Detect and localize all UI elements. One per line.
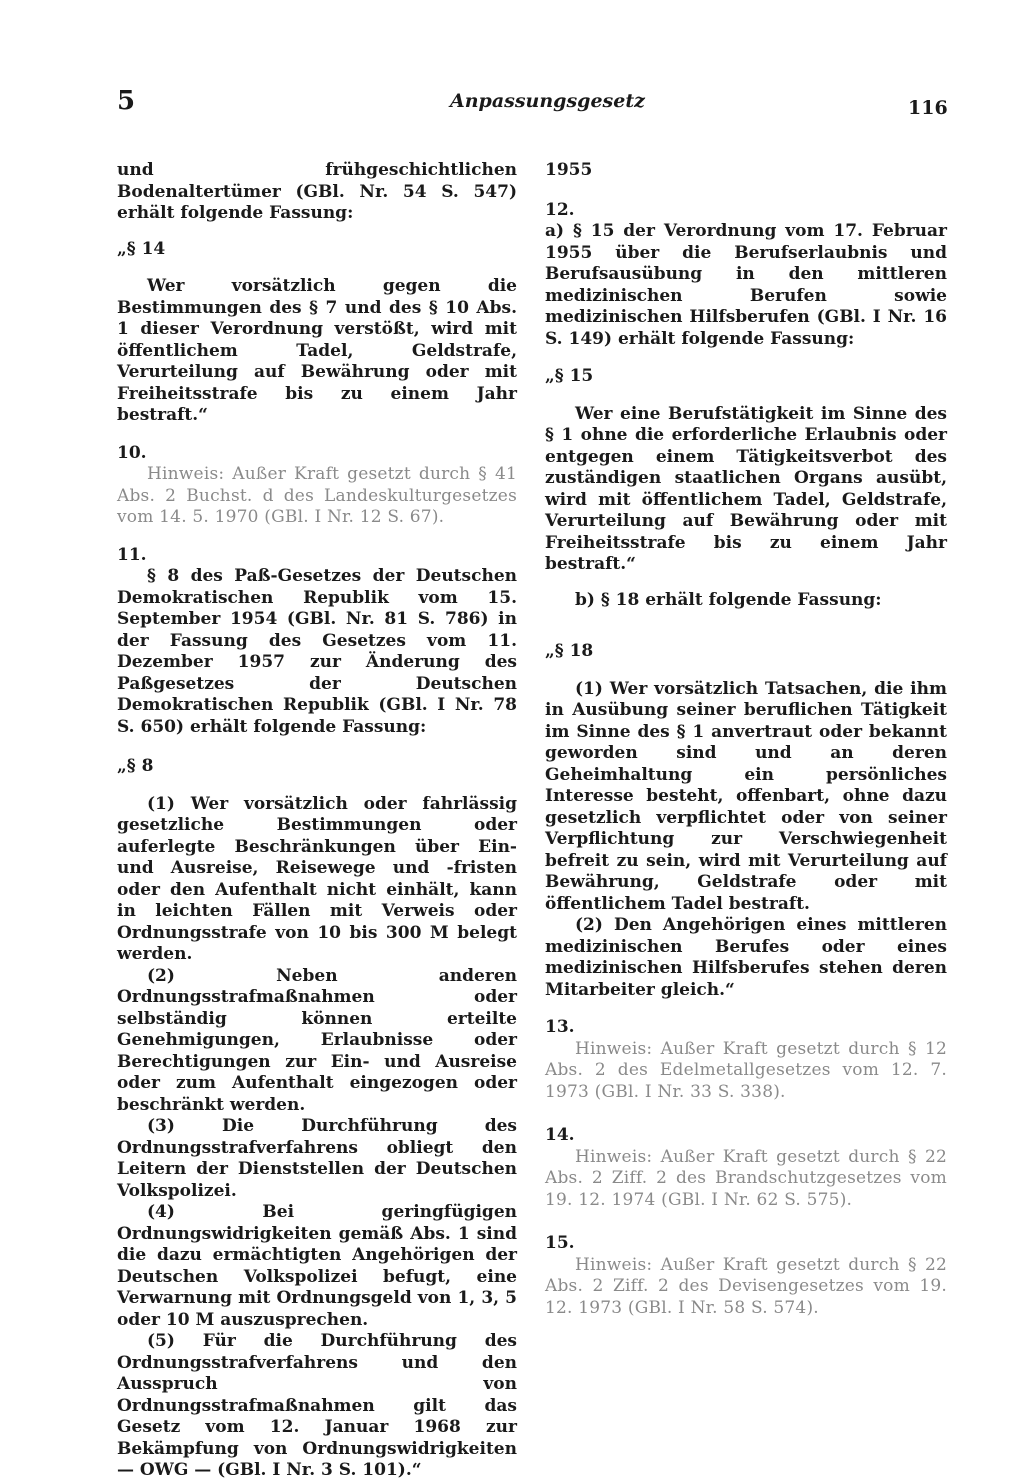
section-8-para-1: (1) Wer vorsätzlich oder fahrlässig gesetzliche Bestimmungen oder auferlegte Beschränkungen über Ein- und Ausreise, Reisewege und -fristen oder den Aufenthalt nicht einhält, kann in leichten Fällen mit Verweis oder Ordnungsstrafe von 10 bis 300 M belegt werden. (117, 793, 517, 964)
section-18-para-1: (1) Wer vorsätzlich Tatsachen, die ihm in Ausübung seiner beruflichen Tätigkeit im Sinne des § 1 anvertraut oder bekannt geworden sind und an deren Geheimhaltung ein persönliches Interesse besteht, offenbart, ohne dazu gesetzlich verpflichtet oder von seiner Verpflichtung zur Verschwiegenheit befreit zu sein, wird mit Verurteilung auf Bewährung, Geldstrafe oder mit öffentlichem Tadel bestraft. (545, 678, 947, 914)
item-13-number: 13. (545, 1017, 575, 1037)
item-10-number: 10. (117, 442, 147, 463)
section-14-text: Wer vorsätzlich gegen die Bestimmungen des § 7 und des § 10 Abs. 1 dieser Verordnung verstößt, wird mit öffentlichem Tadel, Geldstrafe, Verurteilung auf Bewährung oder mit Freiheitsstrafe bis zu einem Jahr bestraft.“ (117, 276, 517, 425)
item-11-text: § 8 des Paß-Gesetzes der Deutschen Demokratischen Republik vom 15. September 1954 (GBl. Nr. 81 S. 786) in der Fassung des Gesetzes vom 11. Dezember 1957 zur Änderung des Paßgesetzes der Deutschen Demokratischen Republik (GBl. I Nr. 78 S. 650) erhält folgende Fassung: (117, 566, 517, 737)
item-14-note: Hinweis: Außer Kraft gesetzt durch § 22 Abs. 2 Ziff. 2 des Brandschutzgesetzes vom 19. 12. 1974 (GBl. I Nr. 62 S. 575). (545, 1146, 947, 1210)
item-10-note: Hinweis: Außer Kraft gesetzt durch § 41 Abs. 2 Buchst. d des Landeskulturgesetzes vom 14. 5. 1970 (GBl. I Nr. 12 S. 67). (117, 464, 517, 527)
section-15-text: Wer eine Berufstätigkeit im Sinne des § 1 ohne die erforderliche Erlaubnis oder entgegen einem Tätigkeitsverbot des zuständigen staatlichen Organs ausübt, wird mit öffentlichem Tadel, Geldstrafe, Verurteilung auf Bewährung oder mit Freiheitsstrafe bis zu einem Jahr bestraft.“ (545, 403, 947, 574)
page-title: Anpassungsgesetz (450, 90, 645, 112)
item-11-number: 11. (117, 544, 147, 565)
section-number: 5 (117, 86, 136, 116)
item-12-part-b: b) § 18 erhält folgende Fassung: (575, 589, 882, 610)
right-column (545, 160, 947, 1319)
section-15-heading: „§ 15 (545, 366, 594, 386)
section-18-para-2: (2) Den Angehörigen eines mittleren medizinischen Berufes oder eines medizinischen Hilfsberufes stehen deren Mitarbeiter gleich.“ (545, 915, 947, 1000)
left-column (117, 160, 517, 1482)
intro-paragraph: und frühgeschichtlichen Bodenaltertümer (GBl. Nr. 54 S. 547) erhält folgende Fassung: (117, 160, 517, 223)
page-number: 116 (908, 97, 948, 119)
section-8-para-4: (4) Bei geringfügigen Ordnungswidrigkeiten gemäß Abs. 1 sind die dazu ermächtigten Angehörigen der Deutschen Volkspolizei befugt, eine Verwarnung mit Ordnungsgeld von 1, 3, 5 oder 10 M auszusprechen. (117, 1202, 517, 1330)
item-14-number: 14. (545, 1125, 575, 1145)
item-15-number: 15. (545, 1233, 575, 1253)
section-18-heading: „§ 18 (545, 641, 594, 661)
item-15-note: Hinweis: Außer Kraft gesetzt durch § 22 Abs. 2 Ziff. 2 des Devisengesetzes vom 19. 12. 1973 (GBl. I Nr. 58 S. 574). (545, 1254, 947, 1318)
item-12-number: 12. (545, 199, 575, 220)
section-14-heading: „§ 14 (117, 238, 166, 259)
section-8-para-3: (3) Die Durchführung des Ordnungsstrafverfahrens obliegt den Leitern der Dienststellen der Deutschen Volkspolizei. (117, 1116, 517, 1201)
section-8-heading: „§ 8 (117, 756, 154, 776)
item-12-part-a: a) § 15 der Verordnung vom 17. Februar 1955 über die Berufserlaubnis und Berufsausübung in den mittleren medizinischen Berufen sowie medizinischen Hilfsberufen (GBl. I Nr. 16 S. 149) erhält folgende Fassung: (545, 221, 947, 349)
section-8-para-2: (2) Neben anderen Ordnungsstrafmaßnahmen oder selbständig können erteilte Genehmigungen, Erlaubnisse oder Berechtigungen zur Ein- und Ausreise oder zum Aufenthalt eingezogen oder beschränkt werden. (117, 965, 517, 1115)
item-13-note: Hinweis: Außer Kraft gesetzt durch § 12 Abs. 2 des Edelmetallgesetzes vom 12. 7. 1973 (GBl. I Nr. 33 S. 338). (545, 1038, 947, 1102)
year-heading: 1955 (545, 160, 593, 180)
section-8-para-5: (5) Für die Durchführung des Ordnungsstrafverfahrens und den Ausspruch von Ordnungsstrafmaßnahmen gilt das Gesetz vom 12. Januar 1968 zur Bekämpfung von Ordnungswidrigkeiten — OWG — (GBl. I Nr. 3 S. 101).“ (117, 1331, 517, 1480)
